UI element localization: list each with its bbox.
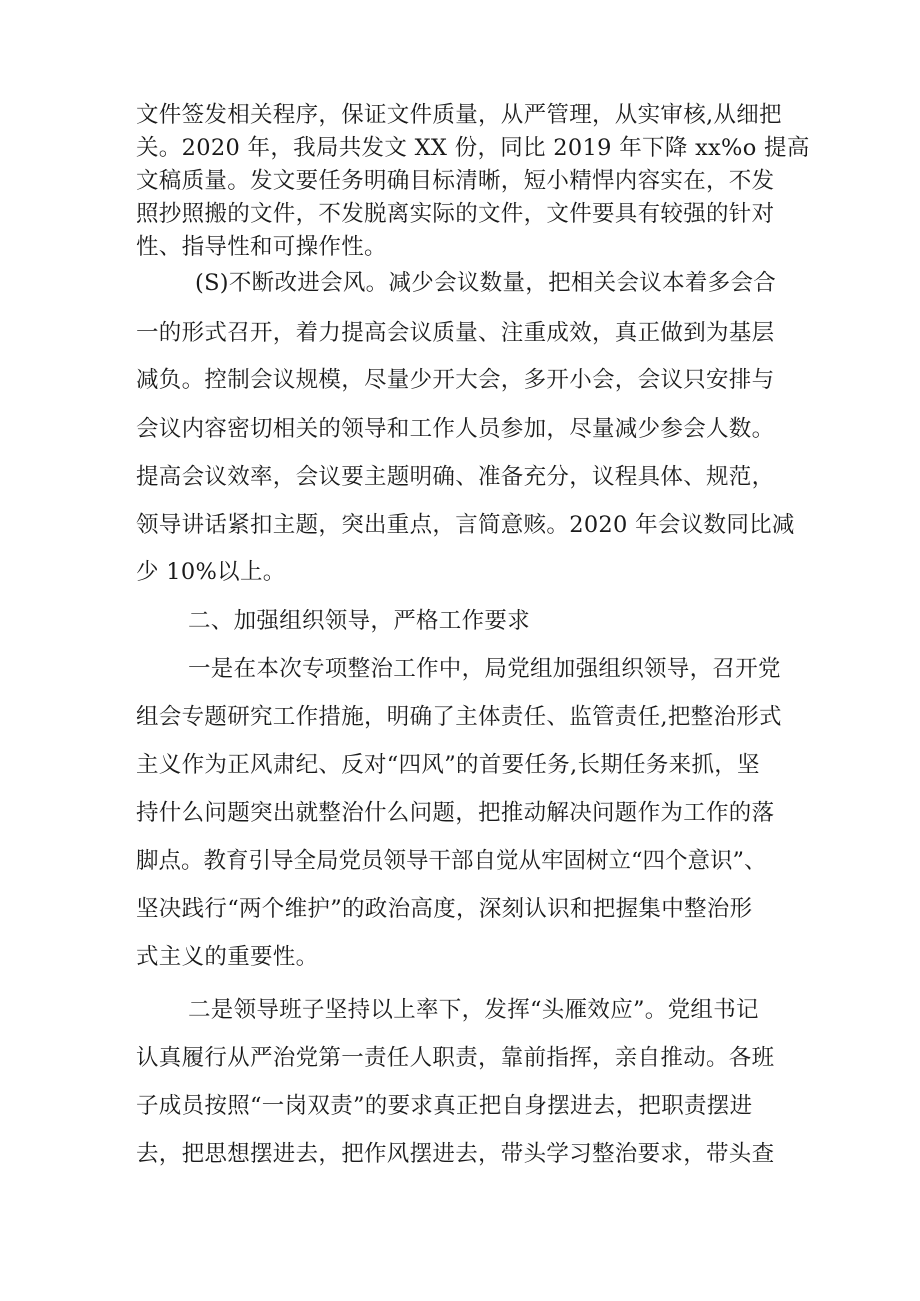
text-line: 去，把思想摆进去，把作风摆进去，带头学习整治要求，带头查 bbox=[136, 1141, 775, 1167]
paragraph-start-line: 二是领导班子坚持以上率下，发挥“头雁效应”。党组书记 bbox=[188, 997, 759, 1023]
text-line: 会议内容密切相关的领导和工作人员参加，尽量减少参会人数。 bbox=[136, 416, 775, 442]
paragraph-start-line: (S)不断改进会风。减少会议数量，把相关会议本着多会合 bbox=[195, 270, 777, 296]
text-line: 性、指导性和可操作性。 bbox=[136, 234, 387, 260]
paragraph-start-line: 一是在本次专项整治工作中，局党组加强组织领导，召开党 bbox=[188, 656, 781, 682]
text-line: 子成员按照“一岗双责”的要求真正把自身摆进去，把职责摆进 bbox=[136, 1093, 753, 1119]
text-line: 少 10%以上。 bbox=[136, 559, 286, 585]
text-line: 减负。控制会议规模，尽量少开大会，多开小会，会议只安排与 bbox=[136, 367, 775, 393]
text-line: 文件签发相关程序，保证文件质量，从严管理，从实审核,从细把 bbox=[136, 102, 782, 128]
text-line: 一的形式召开，着力提高会议质量、注重成效，真正做到为基层 bbox=[136, 320, 775, 346]
text-line: 关。2020 年，我局共发文 XX 份，同比 2019 年下降 xx%o 提高 bbox=[136, 135, 810, 161]
text-line: 持什么问题突出就整治什么问题，把推动解决问题作为工作的落 bbox=[136, 800, 775, 826]
text-line: 式主义的重要性。 bbox=[136, 944, 319, 970]
text-line: 照抄照搬的文件，不发脱离实际的文件，文件要具有较强的针对 bbox=[136, 201, 775, 227]
text-line: 组会专题研究工作措施，明确了主体责任、监管责任,把整治形式 bbox=[136, 704, 782, 730]
text-line: 认真履行从严治党第一责任人职责，靠前指挥，亲自推动。各班 bbox=[136, 1045, 775, 1071]
text-line: 提高会议效率，会议要主题明确、准备充分，议程具体、规范， bbox=[136, 464, 775, 490]
text-line: 文稿质量。发文要任务明确目标清晰，短小精悍内容实在，不发 bbox=[136, 168, 775, 194]
text-line: 脚点。教育引导全局党员领导干部自觉从牢固树立“四个意识”、 bbox=[136, 848, 767, 874]
text-line: 主义作为正风肃纪、反对“四风”的首要任务,长期任务来抓，坚 bbox=[136, 752, 760, 778]
text-line: 坚决践行“两个维护”的政治高度，深刻认识和把握集中整治形 bbox=[136, 896, 753, 922]
section-heading: 二、加强组织领导，严格工作要求 bbox=[188, 608, 531, 634]
text-line: 领导讲话紧扣主题，突出重点，言简意赅。2020 年会议数同比减 bbox=[136, 512, 795, 538]
